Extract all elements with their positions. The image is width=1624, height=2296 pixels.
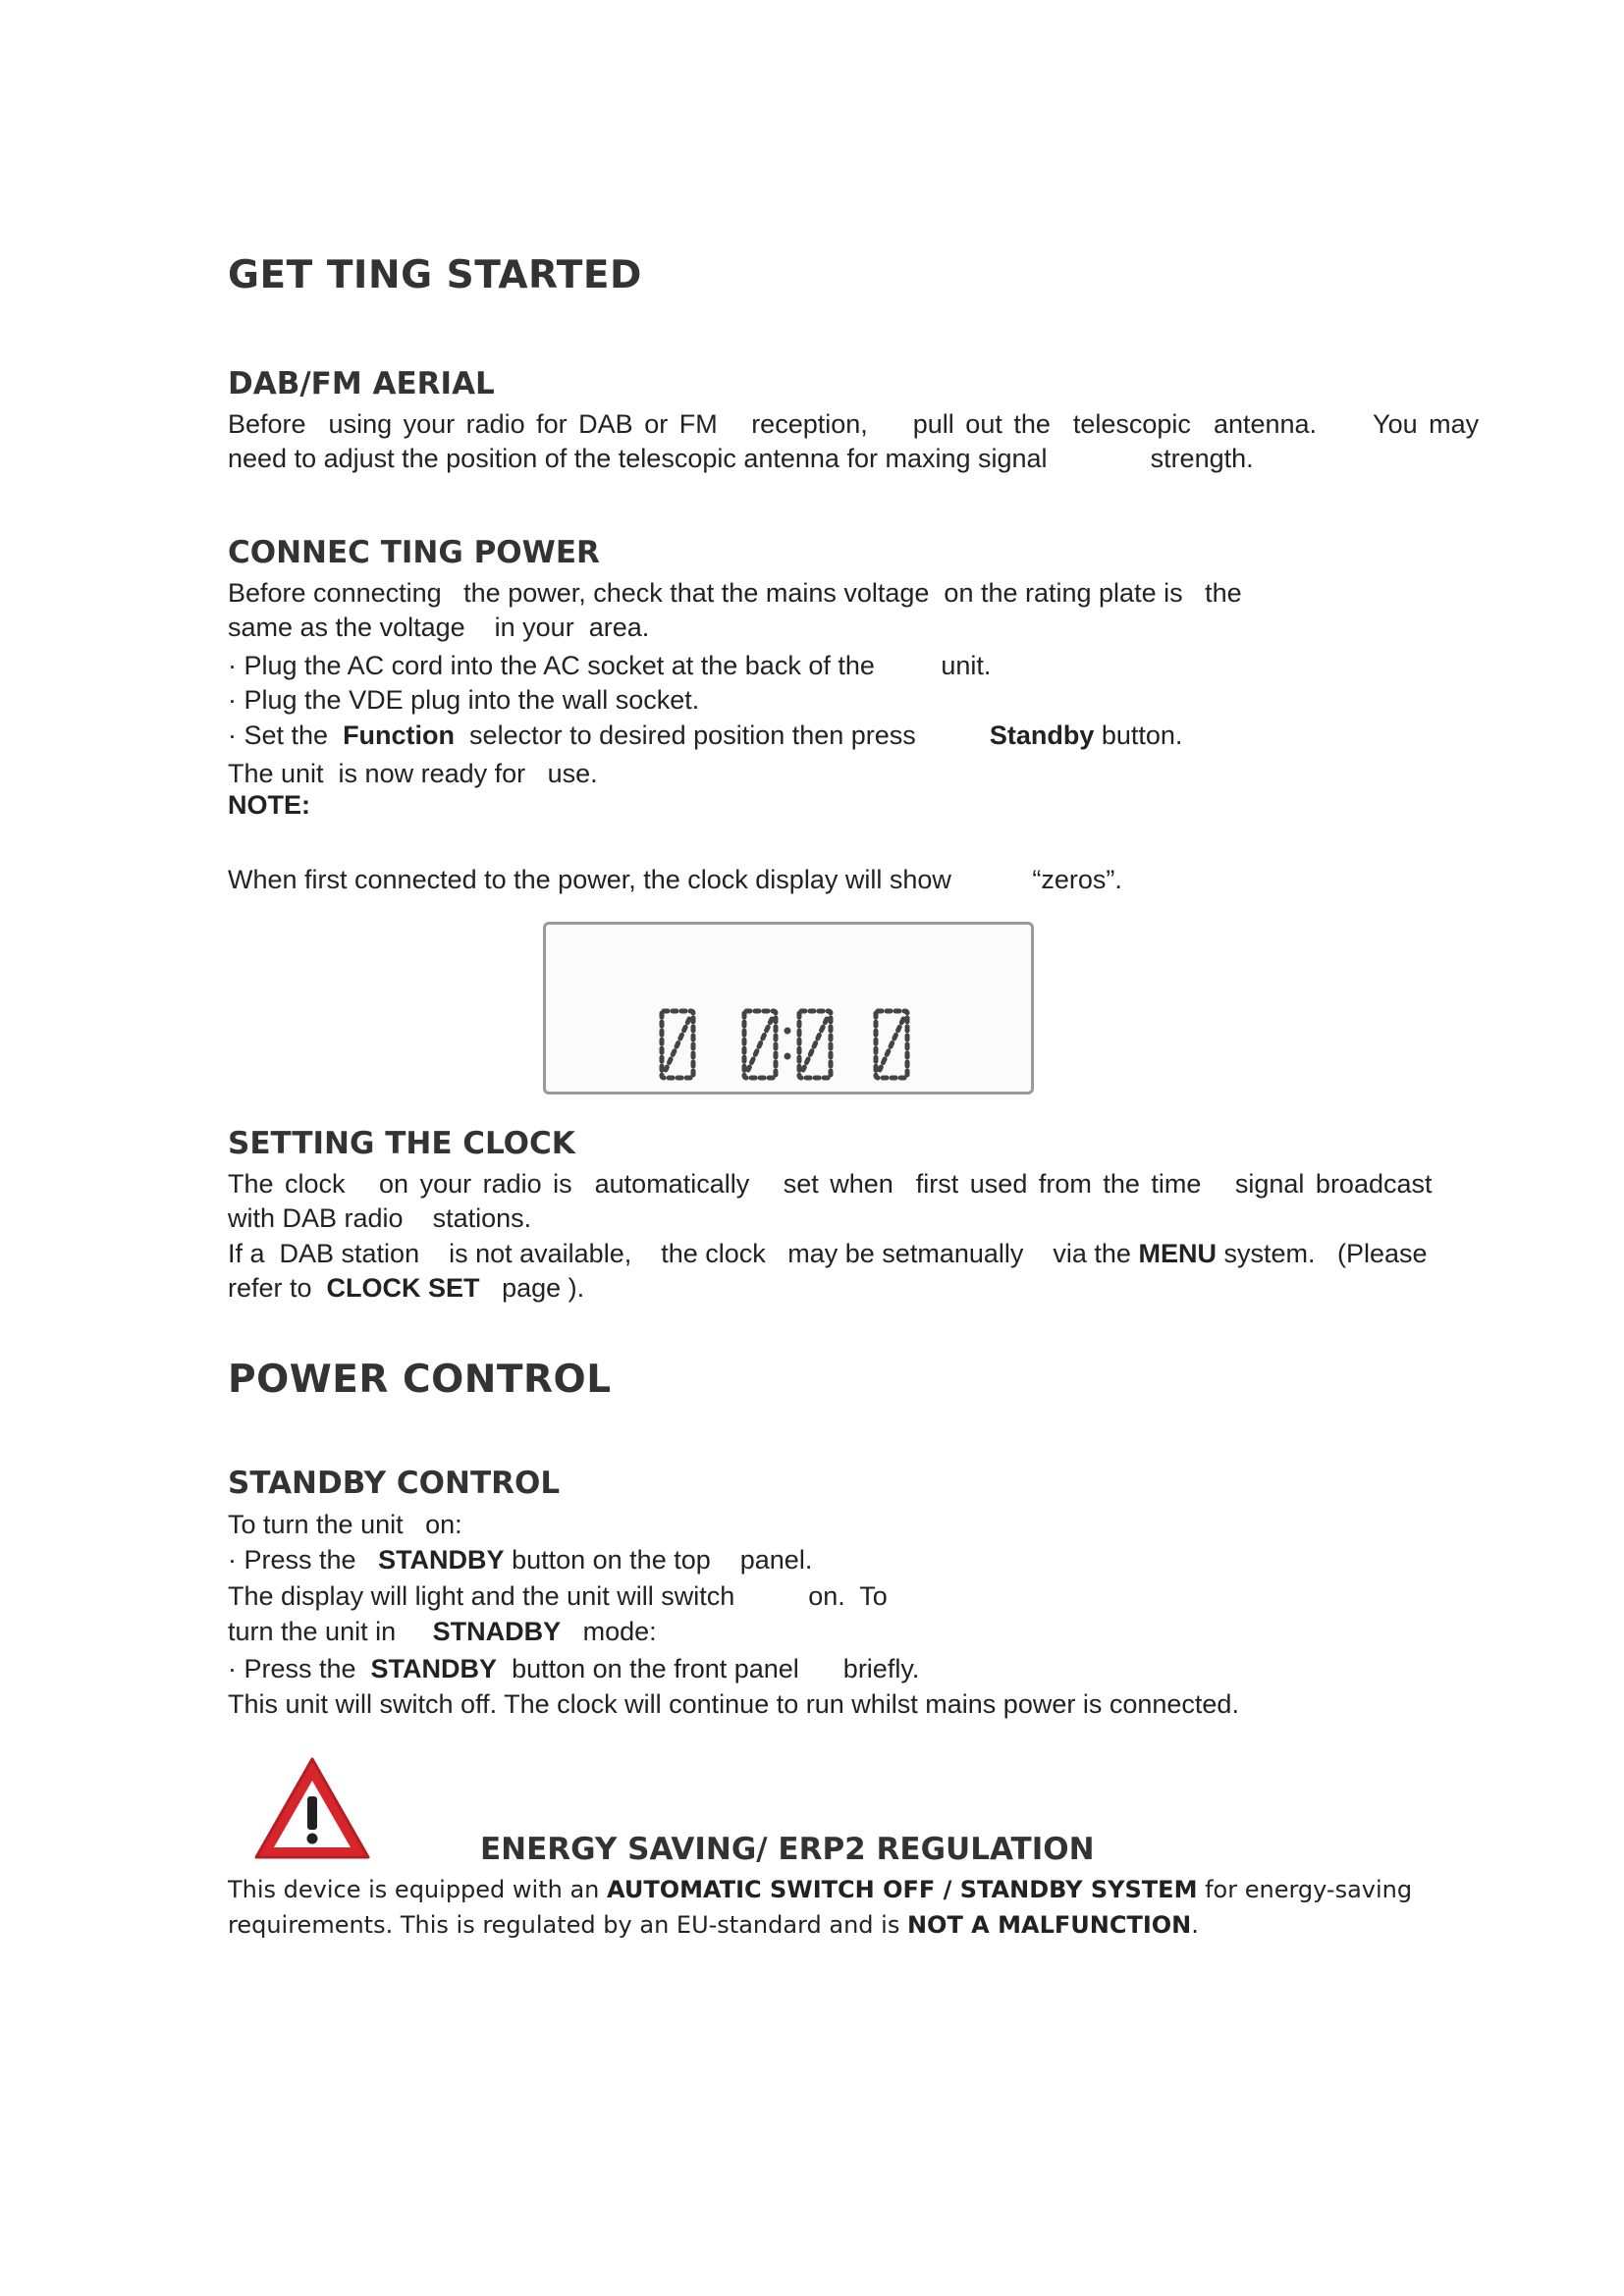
function-label: Function <box>343 721 456 750</box>
standby-line-switch-off: This unit will switch off. The clock will continue to run whilst mains power is connected. <box>228 1689 1239 1719</box>
text-segment: This device is equipped with an <box>228 1876 608 1903</box>
menu-label: MENU <box>1138 1239 1217 1268</box>
power-bullet-ac-cord: · Plug the AC cord into the AC socket at the back of the unit. <box>228 651 992 680</box>
text-segment: If a DAB station is not available, the clock may be setmanually via the <box>228 1239 1139 1268</box>
aerial-paragraph-line-2: need to adjust the position of the telescopic antenna for maxing signal strength. <box>228 444 1254 473</box>
text-segment: requirements. This is regulated by an EU-standard and is <box>228 1911 907 1939</box>
clock-paragraph-line-2: with DAB radio stations. <box>228 1203 532 1233</box>
text-segment: selector to desired position then press <box>455 721 990 750</box>
text-segment: for energy-saving <box>1197 1876 1413 1903</box>
text-segment: . <box>1191 1911 1199 1939</box>
clock-paragraph-line-3 <box>228 1239 1428 1269</box>
text-segment: system. (Please <box>1216 1239 1428 1268</box>
standby-label: STANDBY <box>370 1654 498 1683</box>
colon-dot-bottom <box>785 1053 791 1060</box>
heading-connecting-power: CONNEC TING POWER <box>228 535 600 570</box>
clock-set-label: CLOCK SET <box>326 1273 480 1303</box>
aerial-paragraph-line-1: Before using your radio for DAB or FM reception, pull out the telescopic antenna. You may <box>228 409 1480 439</box>
power-bullet-function <box>228 721 1182 751</box>
heading-standby-control: STANDBY CONTROL <box>228 1466 561 1501</box>
section-title-getting-started: GET TING STARTED <box>228 253 642 297</box>
note-text: When first connected to the power, the clock display will show “zeros”. <box>228 865 1122 894</box>
not-a-malfunction-label: NOT A MALFUNCTION <box>906 1911 1192 1939</box>
energy-line-1 <box>228 1876 1412 1903</box>
digit-slash <box>880 1019 903 1070</box>
stnadby-label: STNADBY <box>432 1617 562 1646</box>
text-segment: button on the top panel. <box>504 1545 813 1575</box>
heading-setting-the-clock: SETTING THE CLOCK <box>228 1126 575 1161</box>
power-bullet-vde-plug: · Plug the VDE plug into the wall socket. <box>228 685 700 715</box>
digit-slash <box>748 1019 772 1070</box>
standby-bullet-front-panel <box>228 1654 919 1684</box>
heading-dab-fm-aerial: DAB/FM AERIAL <box>228 366 495 401</box>
text-segment: button. <box>1094 721 1183 750</box>
standby-line-turn-on: To turn the unit on: <box>228 1510 462 1539</box>
standby-bullet-top-panel <box>228 1545 812 1575</box>
text-segment: refer to <box>228 1273 327 1303</box>
note-label: NOTE: <box>228 790 310 820</box>
text-segment: page ). <box>479 1273 585 1303</box>
digit-slash <box>666 1019 689 1070</box>
energy-line-2 <box>228 1911 1199 1939</box>
text-segment: turn the unit in <box>228 1617 433 1646</box>
text-segment: button on the front panel briefly. <box>497 1654 920 1683</box>
standby-label: Standby <box>989 721 1095 750</box>
text-segment: mode: <box>561 1617 657 1646</box>
clock-paragraph-line-1: The clock on your radio is automatically set when first used from the time signal broadcast <box>228 1169 1433 1199</box>
text-segment: · Set the <box>228 721 344 750</box>
clock-paragraph-line-4 <box>228 1273 584 1304</box>
heading-energy-saving: ENERGY SAVING/ ERP2 REGULATION <box>480 1832 1095 1867</box>
warning-triangle-icon <box>252 1755 372 1866</box>
standby-label: STANDBY <box>378 1545 505 1575</box>
section-title-power-control: POWER CONTROL <box>228 1358 612 1402</box>
power-paragraph-line-1: Before connecting the power, check that the mains voltage on the rating plate is the <box>228 578 1242 608</box>
auto-switch-off-label: AUTOMATIC SWITCH OFF / STANDBY SYSTEM <box>607 1876 1198 1903</box>
standby-line-mode <box>228 1617 657 1647</box>
power-ready-line: The unit is now ready for use. <box>228 759 598 788</box>
clock-zeros-graphic <box>546 925 1031 1092</box>
text-segment: · Press the <box>228 1654 371 1683</box>
digit-slash <box>803 1019 827 1070</box>
power-paragraph-line-2: same as the voltage in your area. <box>228 613 650 642</box>
colon-dot-top <box>785 1028 791 1035</box>
standby-line-display: The display will light and the unit will switch on. To <box>228 1581 888 1611</box>
text-segment: · Press the <box>228 1545 379 1575</box>
clock-display-illustration <box>543 922 1034 1095</box>
